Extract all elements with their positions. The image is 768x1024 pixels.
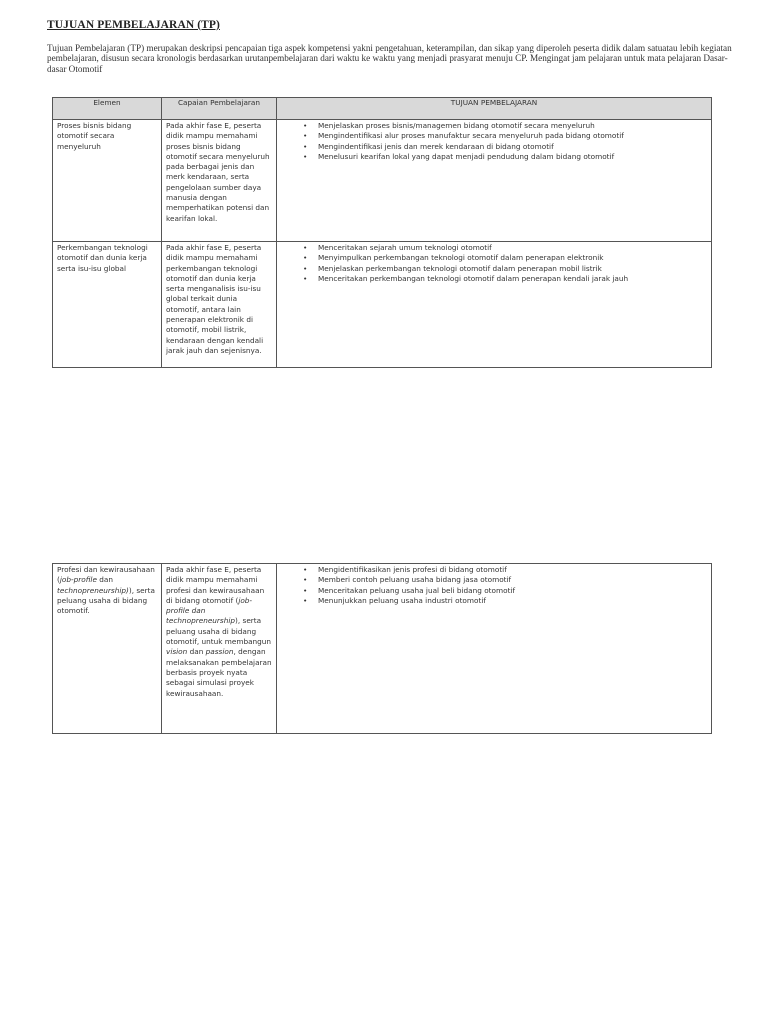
list-item: • Menceritakan perkembangan teknologi otomotif dalam penerapan kendali jarak jauh [303,274,707,284]
goals-cell [277,120,712,242]
list-item: • Menceritakan peluang usaha jual beli bidang otomotif [303,586,707,596]
table-row [53,120,712,242]
element-cell: Profesi dan kewirausahaan (job-profile dan technopreneurship)), serta peluang usaha di bidang otomotif. [53,564,162,734]
list-item: • Menjelaskan proses bisnis/managemen bidang otomotif secara menyeluruh [303,121,707,131]
cp-cell: Pada akhir fase E, peserta didik mampu memahami proses bisnis bidang otomotif secara menyeluruh pada berbagai jenis dan merk kendaraan, serta pengelolaan sumber daya manusia dengan memperhatikan potensi dan kearifan lokal. [162,120,277,242]
cp-cell: Pada akhir fase E, peserta didik mampu memahami perkembangan teknologi otomotif dan dunia kerja serta menganalisis isu-isu global terkait dunia otomotif, antara lain penerapan elektronik di otomotif, mobil listrik, kendaraan dengan kendali jarak jauh dan sejenisnya. [162,242,277,368]
header-tujuan: TUJUAN PEMBELAJARAN [277,98,712,120]
cp-cell: Pada akhir fase E, peserta didik mampu memahami profesi dan kewirausahaan di bidang otomotif (job- profile dan technopreneurship), serta peluang usaha di bidang otomotif, untuk membangun vision dan passion, dengan melaksanakan pembelajaran berbasis proyek nyata sebagai simulasi proyek kewirausahaan. [162,564,277,734]
table-header-row [53,98,712,120]
list-item: • Menelusuri kearifan lokal yang dapat menjadi pendudung dalam bidang otomotif [303,152,707,162]
list-item: • Mengindentifikasi alur proses manufaktur secara menyeluruh pada bidang otomotif [303,131,707,141]
goals-cell [277,564,712,734]
list-item: • Menceritakan sejarah umum teknologi otomotif [303,243,707,253]
element-cell: Perkembangan teknologi otomotif dan dunia kerja serta isu-isu global [53,242,162,368]
element-cell: Proses bisnis bidang otomotif secara menyeluruh [53,120,162,242]
list-item: • Menjelaskan perkembangan teknologi otomotif dalam penerapan mobil listrik [303,264,707,274]
list-item: • Memberi contoh peluang usaha bidang jasa otomotif [303,575,707,585]
header-capaian: Capaian Pembelajaran [162,98,277,120]
list-item: • Menunjukkan peluang usaha industri otomotif [303,596,707,606]
list-item: • Mengidentifikasikan jenis profesi di bidang otomotif [303,565,707,575]
goals-cell [277,242,712,368]
intro-paragraph: Tujuan Pembelajaran (TP) merupakan deskripsi pencapaian tiga aspek kompetensi yakni pengetahuan, keterampilan, dan sikap yang diperoleh peserta didik dalam satuatau lebih kegiatan pembelajaran, disusun secara kronologis berdasarkan urutanpembelajaran dari waktu ke waktu yang menjadi prasyarat menuju CP. Mengingat jam pelajaran untuk mata pelajaran Dasar-dasar Otomotif [47,43,732,74]
page-title: TUJUAN PEMBELAJARAN (TP) [47,19,220,31]
table-row [53,564,712,734]
list-item: • Mengindentifikasi jenis dan merek kendaraan di bidang otomotif [303,142,707,152]
header-elemen: Elemen [53,98,162,120]
learning-objectives-table-continued [52,563,712,734]
learning-objectives-table [52,97,712,368]
list-item: • Menyimpulkan perkembangan teknologi otomotif dalam penerapan elektronik [303,253,707,263]
table-row [53,242,712,368]
